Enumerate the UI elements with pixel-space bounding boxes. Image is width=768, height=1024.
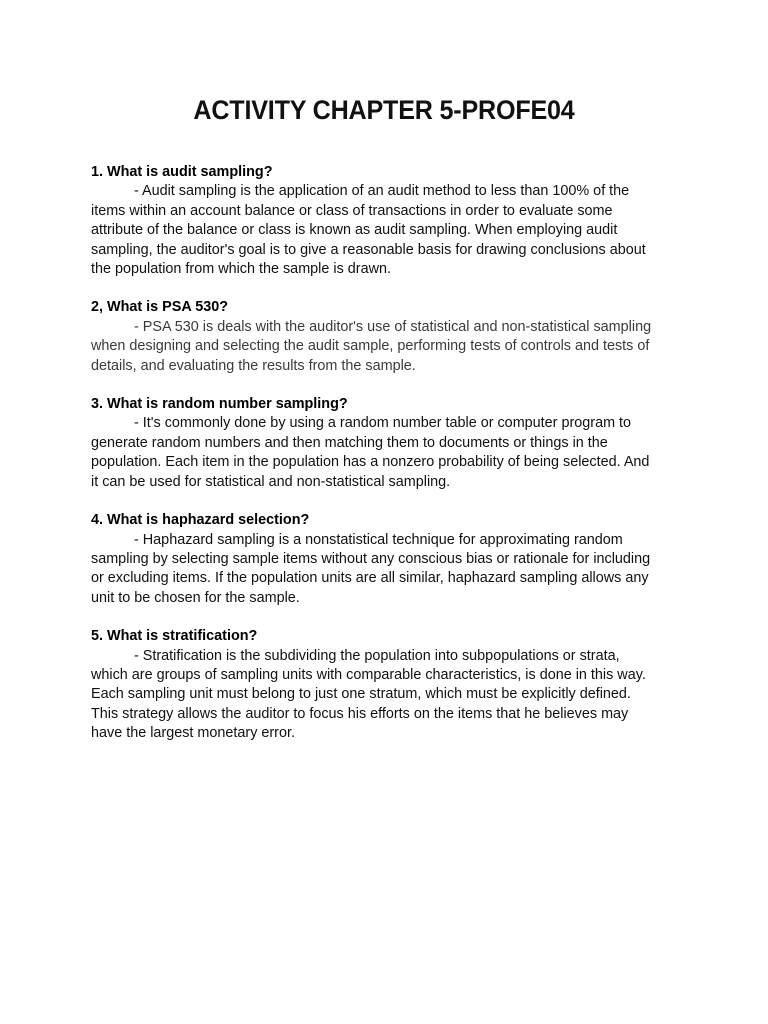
answer-line: Each sampling unit must belong to just one stratum, which must be explicitly defined. <box>91 686 631 703</box>
answer-line: it can be used for statistical and non-statistical sampling. <box>91 473 451 490</box>
answer-line: - Audit sampling is the application of an audit method to less than 100% of the <box>134 183 630 200</box>
qa-section-3 <box>91 395 691 492</box>
answer-line: have the largest monetary error. <box>91 725 295 742</box>
answer-line: items within an account balance or class of transactions in order to evaluate some <box>91 202 613 219</box>
answer-line: population. Each item in the population has a nonzero probability of being selected. And <box>91 454 650 471</box>
document-title: ACTIVITY CHAPTER 5-PROFE04 <box>193 95 575 125</box>
document-body <box>91 163 691 763</box>
answer-line: - Haphazard sampling is a nonstatistical technique for approximating random <box>134 531 623 548</box>
answer-line: generate random numbers and then matching them to documents or things in the <box>91 434 608 451</box>
answer-4 <box>91 531 691 609</box>
answer-line: - PSA 530 is deals with the auditor's use of statistical and non-statistical sampling <box>134 318 652 335</box>
qa-section-2 <box>91 298 691 376</box>
answer-line: sampling by selecting sample items without any conscious bias or rationale for including <box>91 550 651 567</box>
question-4: 4. What is haphazard selection? <box>91 512 310 529</box>
answer-line: the population from which the sample is drawn. <box>91 261 391 278</box>
answer-1 <box>91 182 691 279</box>
answer-line: or excluding items. If the population units are all similar, haphazard sampling allows any <box>91 570 649 587</box>
answer-line: This strategy allows the auditor to focus his efforts on the items that he believes may <box>91 705 629 722</box>
question-5: 5. What is stratification? <box>91 628 258 645</box>
answer-line: which are groups of sampling units with comparable characteristics, is done in this way. <box>91 666 646 683</box>
qa-section-5 <box>91 627 691 743</box>
question-1: 1. What is audit sampling? <box>91 164 273 180</box>
answer-2 <box>91 318 691 376</box>
qa-section-4 <box>91 511 691 608</box>
answer-line: attribute of the balance or class is known as audit sampling. When employing audit <box>91 222 618 239</box>
answer-line: details, and evaluating the results from the sample. <box>91 357 416 374</box>
qa-section-1 <box>91 163 691 279</box>
answer-line: when designing and selecting the audit sample, performing tests of controls and tests of <box>91 338 650 355</box>
answer-line: - Stratification is the subdividing the population into subpopulations or strata, <box>134 647 620 664</box>
answer-5 <box>91 647 691 744</box>
answer-line: sampling, the auditor's goal is to give a reasonable basis for drawing conclusions about <box>91 241 646 258</box>
question-3: 3. What is random number sampling? <box>91 396 348 413</box>
answer-3 <box>91 414 691 492</box>
answer-line: unit to be chosen for the sample. <box>91 589 300 606</box>
question-2: 2, What is PSA 530? <box>91 299 229 316</box>
answer-line: - It's commonly done by using a random number table or computer program to <box>134 415 632 432</box>
